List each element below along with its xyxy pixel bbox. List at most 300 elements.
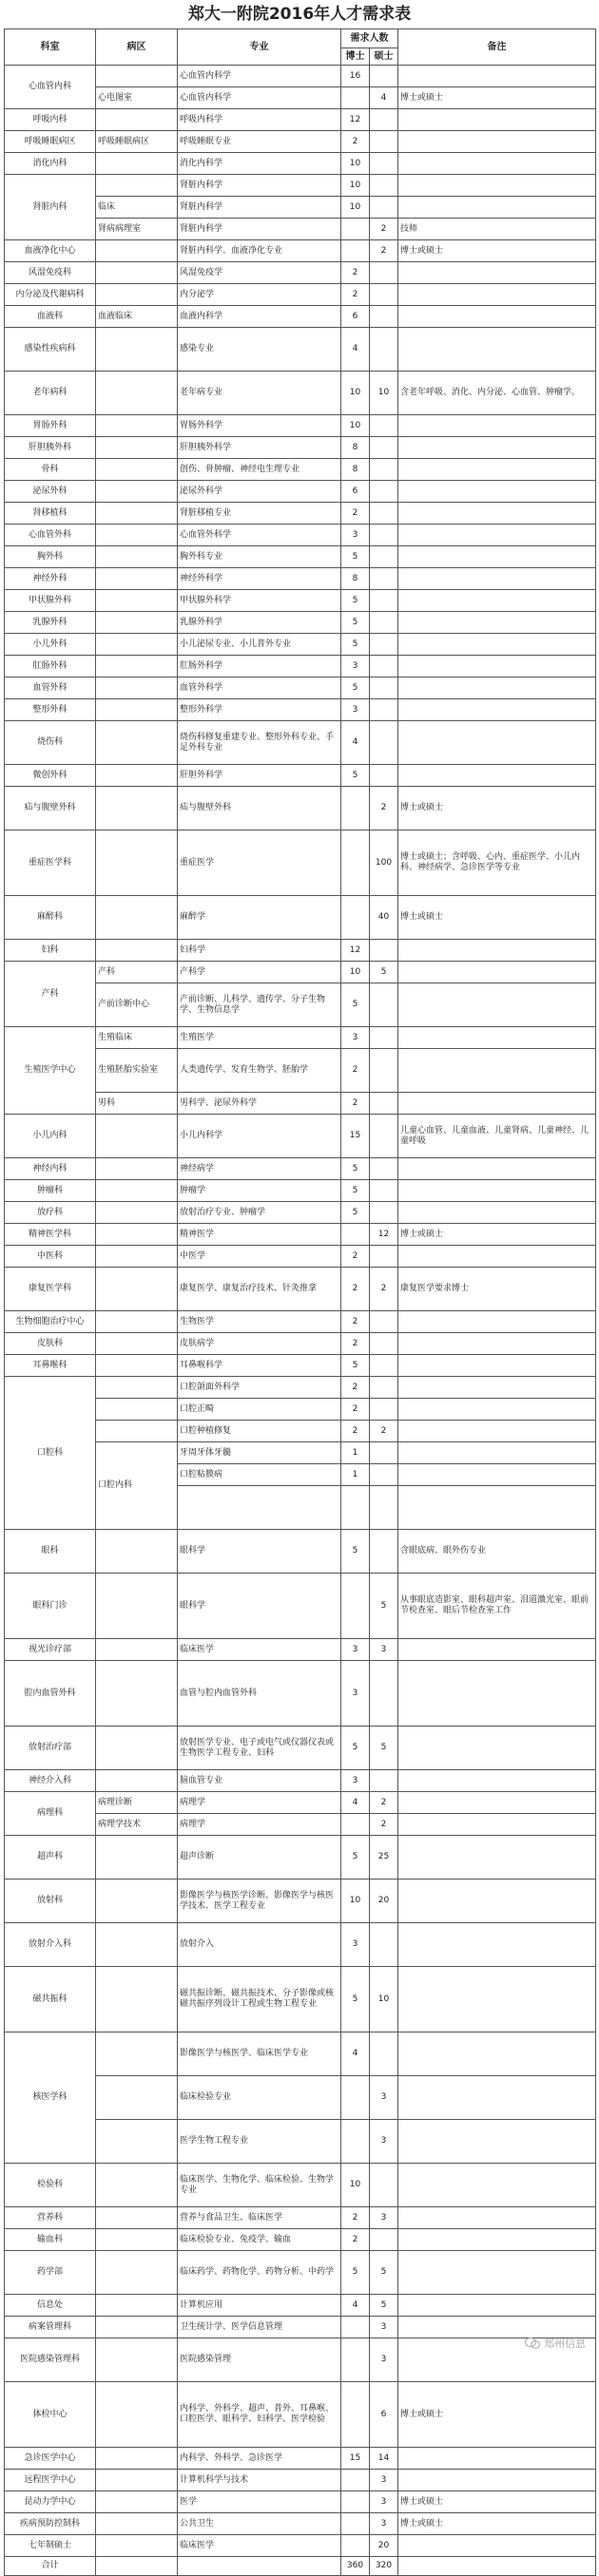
chat-bubble-icon	[525, 2337, 540, 2350]
cell-major: 心血管外科学	[178, 525, 341, 546]
cell-ward	[96, 1355, 178, 1377]
cell-ward	[96, 284, 178, 306]
cell-master	[370, 153, 398, 175]
cell-note	[398, 459, 596, 481]
cell-phd: 5	[341, 765, 370, 787]
table-row	[5, 328, 596, 372]
table-row	[5, 568, 596, 590]
cell-phd: 3	[341, 1661, 370, 1727]
cell-note: 博士或硕士	[398, 896, 596, 940]
cell-phd: 2	[341, 1049, 370, 1093]
cell-department: 整形外科	[5, 699, 96, 721]
cell-major: 放射医学专业、电子或电气或仪器仪表或生物医学工程专业、妇科	[178, 1727, 341, 1770]
cell-phd: 3	[341, 1639, 370, 1661]
cell-phd: 5	[341, 2251, 370, 2295]
table-row	[5, 940, 596, 962]
cell-department: 输血科	[5, 2229, 96, 2251]
table-row	[5, 2032, 596, 2076]
cell-major: 男科学、泌尿外科学	[178, 1093, 341, 1115]
cell-note: 博士或硕士	[398, 1224, 596, 1246]
cell-ward	[96, 1727, 178, 1770]
cell-department: 神经介入科	[5, 1770, 96, 1792]
cell-major: 计算机应用	[178, 2295, 341, 2317]
cell-ward	[96, 2229, 178, 2251]
cell-phd: 3	[341, 1770, 370, 1792]
cell-major: 脑血管专业	[178, 1770, 341, 1792]
cell-master	[370, 2164, 398, 2207]
cell-major: 中医学	[178, 1246, 341, 1268]
cell-ward	[96, 787, 178, 830]
cell-major: 心血管内科学	[178, 66, 341, 87]
cell-ward	[96, 437, 178, 459]
cell-phd: 3	[341, 656, 370, 677]
table-row	[5, 2491, 596, 2513]
cell-department: 超声科	[5, 1836, 96, 1880]
cell-department: 生殖医学中心	[5, 1027, 96, 1115]
cell-major: 胸外科专业	[178, 546, 341, 568]
cell-phd	[341, 830, 370, 896]
cell-department: 信息处	[5, 2295, 96, 2317]
cell-note	[398, 677, 596, 699]
table-row	[5, 1967, 596, 2032]
cell-note	[398, 1399, 596, 1421]
cell-major: 肿瘤学	[178, 1180, 341, 1202]
cell-major: 超声诊断	[178, 1836, 341, 1880]
table-row	[5, 1836, 596, 1880]
cell-note	[398, 2032, 596, 2076]
cell-department: 放射治疗部	[5, 1727, 96, 1770]
table-row	[5, 2251, 596, 2295]
cell-note	[398, 66, 596, 87]
cell-major: 呼吸睡眠专业	[178, 131, 341, 153]
cell-note: 博士或硕士	[398, 87, 596, 109]
cell-department: 甲状腺外科	[5, 590, 96, 612]
cell-master	[370, 1027, 398, 1049]
cell-phd: 2	[341, 131, 370, 153]
cell-ward	[96, 1923, 178, 1967]
cell-department: 检验科	[5, 2164, 96, 2207]
cell-ward	[96, 830, 178, 896]
cell-note	[398, 2470, 596, 2491]
cell-phd	[341, 240, 370, 262]
cell-note: 含眼底病、眼外伤专业	[398, 1530, 596, 1574]
cell-major: 胃肠外科学	[178, 415, 341, 437]
cell-major: 医学	[178, 2491, 341, 2513]
cell-phd: 5	[341, 1530, 370, 1574]
cell-major: 血液内科学	[178, 306, 341, 328]
cell-department: 肝胆胰外科	[5, 437, 96, 459]
cell-note	[398, 1880, 596, 1923]
cell-phd	[341, 219, 370, 240]
cell-note: 博士或硕士	[398, 787, 596, 830]
cell-ward	[96, 1770, 178, 1792]
cell-master: 40	[370, 896, 398, 940]
cell-note	[398, 1158, 596, 1180]
cell-major: 老年病专业	[178, 372, 341, 415]
cell-department: 核医学科	[5, 2032, 96, 2164]
cell-note	[398, 1246, 596, 1268]
cell-master	[370, 590, 398, 612]
cell-note	[398, 1464, 596, 1486]
cell-ward: 病理诊断	[96, 1792, 178, 1814]
cell-major: 计算机科学与技术	[178, 2470, 341, 2491]
cell-department: 妇科	[5, 940, 96, 962]
cell-master: 2	[370, 787, 398, 830]
table-row	[5, 262, 596, 284]
cell-ward	[96, 1399, 178, 1421]
cell-ward	[96, 896, 178, 940]
table-row	[5, 2295, 596, 2317]
table-row	[5, 2317, 596, 2338]
cell-note	[398, 1355, 596, 1377]
cell-master	[370, 1333, 398, 1355]
table-row	[5, 2535, 596, 2557]
cell-phd: 6	[341, 481, 370, 503]
cell-department: 烧伤科	[5, 721, 96, 765]
cell-department: 病案管理科	[5, 2317, 96, 2338]
cell-ward: 临床	[96, 197, 178, 219]
cell-phd: 16	[341, 66, 370, 87]
cell-ward	[96, 612, 178, 634]
cell-phd	[341, 2535, 370, 2557]
cell-master	[370, 677, 398, 699]
cell-master	[370, 262, 398, 284]
cell-phd: 15	[341, 2448, 370, 2470]
table-row	[5, 306, 596, 328]
cell-ward	[96, 1880, 178, 1923]
cell-note	[398, 525, 596, 546]
cell-phd: 3	[341, 1923, 370, 1967]
cell-master: 100	[370, 830, 398, 896]
cell-phd	[341, 2317, 370, 2338]
cell-master: 2	[370, 1814, 398, 1836]
cell-ward	[96, 2317, 178, 2338]
cell-ward	[96, 1311, 178, 1333]
cell-phd: 5	[341, 590, 370, 612]
cell-note: 博士或硕士	[398, 2382, 596, 2448]
cell-ward	[96, 240, 178, 262]
cell-master	[370, 1093, 398, 1115]
cell-department: 消化内科	[5, 153, 96, 175]
cell-ward	[96, 677, 178, 699]
cell-phd: 2	[341, 503, 370, 525]
table-row	[5, 481, 596, 503]
cell-phd: 10	[341, 962, 370, 983]
cell-major: 烧伤科修复重建专业、整形外科专业、手足外科专业	[178, 721, 341, 765]
cell-master	[370, 1355, 398, 1377]
table-row	[5, 109, 596, 131]
cell-department: 内分泌及代谢病科	[5, 284, 96, 306]
cell-ward	[96, 109, 178, 131]
cell-note	[398, 1377, 596, 1399]
cell-master: 5	[370, 1574, 398, 1639]
cell-phd: 5	[341, 1727, 370, 1770]
cell-major: 感染专业	[178, 328, 341, 372]
cell-note: 博士或硕士	[398, 240, 596, 262]
cell-major: 重症医学	[178, 830, 341, 896]
cell-note	[398, 1661, 596, 1727]
cell-phd: 5	[341, 546, 370, 568]
cell-master	[370, 721, 398, 765]
table-row	[5, 2382, 596, 2448]
cell-master	[370, 1115, 398, 1158]
cell-phd: 8	[341, 437, 370, 459]
header-demand: 需求人数	[341, 29, 398, 48]
header-note: 备注	[398, 29, 596, 66]
cell-ward	[96, 153, 178, 175]
cell-major: 疝与腹壁外科	[178, 787, 341, 830]
cell-phd: 8	[341, 568, 370, 590]
cell-note	[398, 1311, 596, 1333]
cell-ward: 生殖临床	[96, 1027, 178, 1049]
table-row	[5, 1027, 596, 1049]
cell-major: 医院感染管理	[178, 2338, 341, 2382]
table-row	[5, 1246, 596, 1268]
cell-department: 远程医学中心	[5, 2470, 96, 2491]
cell-major	[178, 1486, 341, 1530]
cell-ward	[96, 1333, 178, 1355]
cell-ward: 血液临床	[96, 306, 178, 328]
cell-ward	[96, 2535, 178, 2557]
cell-note	[398, 1814, 596, 1836]
cell-master	[370, 1202, 398, 1224]
cell-phd: 12	[341, 940, 370, 962]
table-row	[5, 699, 596, 721]
cell-department: 肿瘤科	[5, 1180, 96, 1202]
total-master: 320	[370, 2557, 398, 2576]
cell-master	[370, 612, 398, 634]
table-row	[5, 1115, 596, 1158]
cell-ward	[96, 2207, 178, 2229]
cell-master: 3	[370, 2076, 398, 2120]
cell-master	[370, 1464, 398, 1486]
cell-master: 20	[370, 1880, 398, 1923]
cell-phd: 5	[341, 983, 370, 1027]
cell-note	[398, 328, 596, 372]
cell-note	[398, 153, 596, 175]
cell-master	[370, 765, 398, 787]
cell-department: 药学部	[5, 2251, 96, 2295]
cell-major: 创伤、骨肿瘤、神经电生理专业	[178, 459, 341, 481]
cell-master	[370, 1158, 398, 1180]
header-master: 硕士	[370, 48, 398, 66]
cell-note	[398, 2164, 596, 2207]
cell-ward: 生殖胚胎实验室	[96, 1049, 178, 1093]
cell-phd	[341, 2382, 370, 2448]
cell-major: 磁共振诊断、磁共振技术、分子影像或核磁共振序列设计工程或生物工程专业	[178, 1967, 341, 2032]
cell-master: 3	[370, 2207, 398, 2229]
cell-ward	[96, 1639, 178, 1661]
cell-major: 泌尿外科学	[178, 481, 341, 503]
cell-phd: 6	[341, 306, 370, 328]
cell-department: 昆动力学中心	[5, 2491, 96, 2513]
cell-major: 产前诊断、儿科学、遗传学、分子生物学、生物信息学	[178, 983, 341, 1027]
cell-phd: 3	[341, 699, 370, 721]
cell-note	[398, 1486, 596, 1530]
cell-phd	[341, 2491, 370, 2513]
cell-department: 放疗科	[5, 1202, 96, 1224]
cell-ward	[96, 1158, 178, 1180]
cell-ward	[96, 656, 178, 677]
cell-major: 小儿内科学	[178, 1115, 341, 1158]
cell-master: 5	[370, 1727, 398, 1770]
cell-ward: 病理学技术	[96, 1814, 178, 1836]
cell-department: 呼吸睡眠病区	[5, 131, 96, 153]
cell-master	[370, 1923, 398, 1967]
cell-major: 影像医学与核医学诊断、影像医学与核医学技术、医学工程专业	[178, 1880, 341, 1923]
table-row	[5, 284, 596, 306]
cell-note	[398, 940, 596, 962]
cell-note	[398, 612, 596, 634]
cell-note	[398, 1923, 596, 1967]
cell-phd: 10	[341, 415, 370, 437]
cell-ward	[96, 1246, 178, 1268]
table-row	[5, 721, 596, 765]
cell-department: 呼吸内科	[5, 109, 96, 131]
cell-master: 3	[370, 2470, 398, 2491]
cell-note	[398, 2076, 596, 2120]
cell-phd: 2	[341, 1311, 370, 1333]
cell-ward	[96, 1661, 178, 1727]
table-row	[5, 1333, 596, 1355]
cell-department: 放射介入科	[5, 1923, 96, 1967]
cell-phd: 1	[341, 1442, 370, 1464]
cell-ward	[96, 2338, 178, 2382]
cell-major: 人类遗传学、发育生物学、胚胎学	[178, 1049, 341, 1093]
cell-phd: 5	[341, 634, 370, 656]
cell-note	[398, 765, 596, 787]
cell-note	[398, 721, 596, 765]
cell-major: 风湿免疫学	[178, 262, 341, 284]
cell-ward	[96, 1268, 178, 1311]
cell-phd: 2	[341, 2229, 370, 2251]
cell-note: 从事眼底造影室、眼科超声室、泪道激光室、眼前节检查室、眼后节检查室工作	[398, 1574, 596, 1639]
cell-master	[370, 940, 398, 962]
cell-ward	[96, 2251, 178, 2295]
cell-master: 3	[370, 2513, 398, 2535]
cell-note	[398, 2535, 596, 2557]
cell-note	[398, 1421, 596, 1442]
cell-department: 腔内血管外科	[5, 1661, 96, 1727]
table-row	[5, 2207, 596, 2229]
cell-note: 儿童心血管、儿童血液、儿童肾病、儿童神经、儿童呼吸	[398, 1115, 596, 1158]
table-row	[5, 437, 596, 459]
cell-department: 产科	[5, 962, 96, 1027]
cell-master: 14	[370, 2448, 398, 2470]
cell-ward	[96, 262, 178, 284]
cell-master	[370, 1246, 398, 1268]
cell-note	[398, 175, 596, 197]
table-row	[5, 131, 596, 153]
cell-major: 肾脏内科学	[178, 197, 341, 219]
cell-master	[370, 306, 398, 328]
table-row	[5, 1792, 596, 1814]
table-row	[5, 765, 596, 787]
cell-ward	[96, 2120, 178, 2164]
cell-master	[370, 459, 398, 481]
cell-master	[370, 1442, 398, 1464]
total-label: 合计	[5, 2557, 96, 2576]
cell-major: 内科学、外科学、急诊医学	[178, 2448, 341, 2470]
table-row	[5, 1180, 596, 1202]
cell-major: 小儿泌尿专业、小儿普外专业	[178, 634, 341, 656]
cell-department: 心血管内科	[5, 66, 96, 109]
cell-phd: 2	[341, 1399, 370, 1421]
table-row	[5, 2164, 596, 2207]
cell-department: 皮肤科	[5, 1333, 96, 1355]
cell-major: 公共卫生	[178, 2513, 341, 2535]
table-row	[5, 2448, 596, 2470]
cell-phd: 10	[341, 1880, 370, 1923]
cell-ward	[96, 503, 178, 525]
cell-phd	[341, 2513, 370, 2535]
cell-note	[398, 481, 596, 503]
cell-ward	[96, 459, 178, 481]
cell-department: 麻醉科	[5, 896, 96, 940]
cell-ward	[96, 2513, 178, 2535]
cell-department: 神经外科	[5, 568, 96, 590]
cell-major: 病理学	[178, 1792, 341, 1814]
cell-department: 康复医学科	[5, 1268, 96, 1311]
cell-ward	[96, 2448, 178, 2470]
header-row-1	[5, 29, 596, 48]
table-row	[5, 1923, 596, 1967]
table-row	[5, 1727, 596, 1770]
cell-major: 妇科学	[178, 940, 341, 962]
table-row	[5, 677, 596, 699]
cell-master	[370, 2032, 398, 2076]
cell-note: 含老年呼吸、消化、内分泌、心血管、肿瘤学。	[398, 372, 596, 415]
table-row	[5, 1202, 596, 1224]
cell-ward	[96, 2164, 178, 2207]
total-empty-note	[398, 2557, 596, 2576]
cell-phd: 4	[341, 2032, 370, 2076]
cell-department: 血液净化中心	[5, 240, 96, 262]
cell-department: 风湿免疫科	[5, 262, 96, 284]
cell-ward	[96, 634, 178, 656]
cell-ward	[96, 66, 178, 87]
cell-phd: 10	[341, 372, 370, 415]
cell-note	[398, 503, 596, 525]
cell-master	[370, 699, 398, 721]
cell-phd: 5	[341, 1967, 370, 2032]
cell-ward	[96, 1115, 178, 1158]
header-phd: 博士	[341, 48, 370, 66]
cell-department: 小儿内科	[5, 1115, 96, 1158]
cell-ward	[96, 1967, 178, 2032]
cell-phd	[341, 896, 370, 940]
cell-ward: 男科	[96, 1093, 178, 1115]
cell-note	[398, 2448, 596, 2470]
cell-department: 重症医学科	[5, 830, 96, 896]
cell-note	[398, 2295, 596, 2317]
total-empty-major	[178, 2557, 341, 2576]
cell-phd	[341, 2120, 370, 2164]
cell-master	[370, 1311, 398, 1333]
cell-phd: 10	[341, 153, 370, 175]
cell-note	[398, 568, 596, 590]
cell-master	[370, 2229, 398, 2251]
cell-ward	[96, 372, 178, 415]
total-phd: 360	[341, 2557, 370, 2576]
cell-ward	[96, 415, 178, 437]
cell-master	[370, 634, 398, 656]
cell-phd: 5	[341, 612, 370, 634]
cell-master	[370, 503, 398, 525]
cell-master: 3	[370, 1639, 398, 1661]
cell-note: 博士或硕士	[398, 2513, 596, 2535]
cell-ward	[96, 1530, 178, 1574]
